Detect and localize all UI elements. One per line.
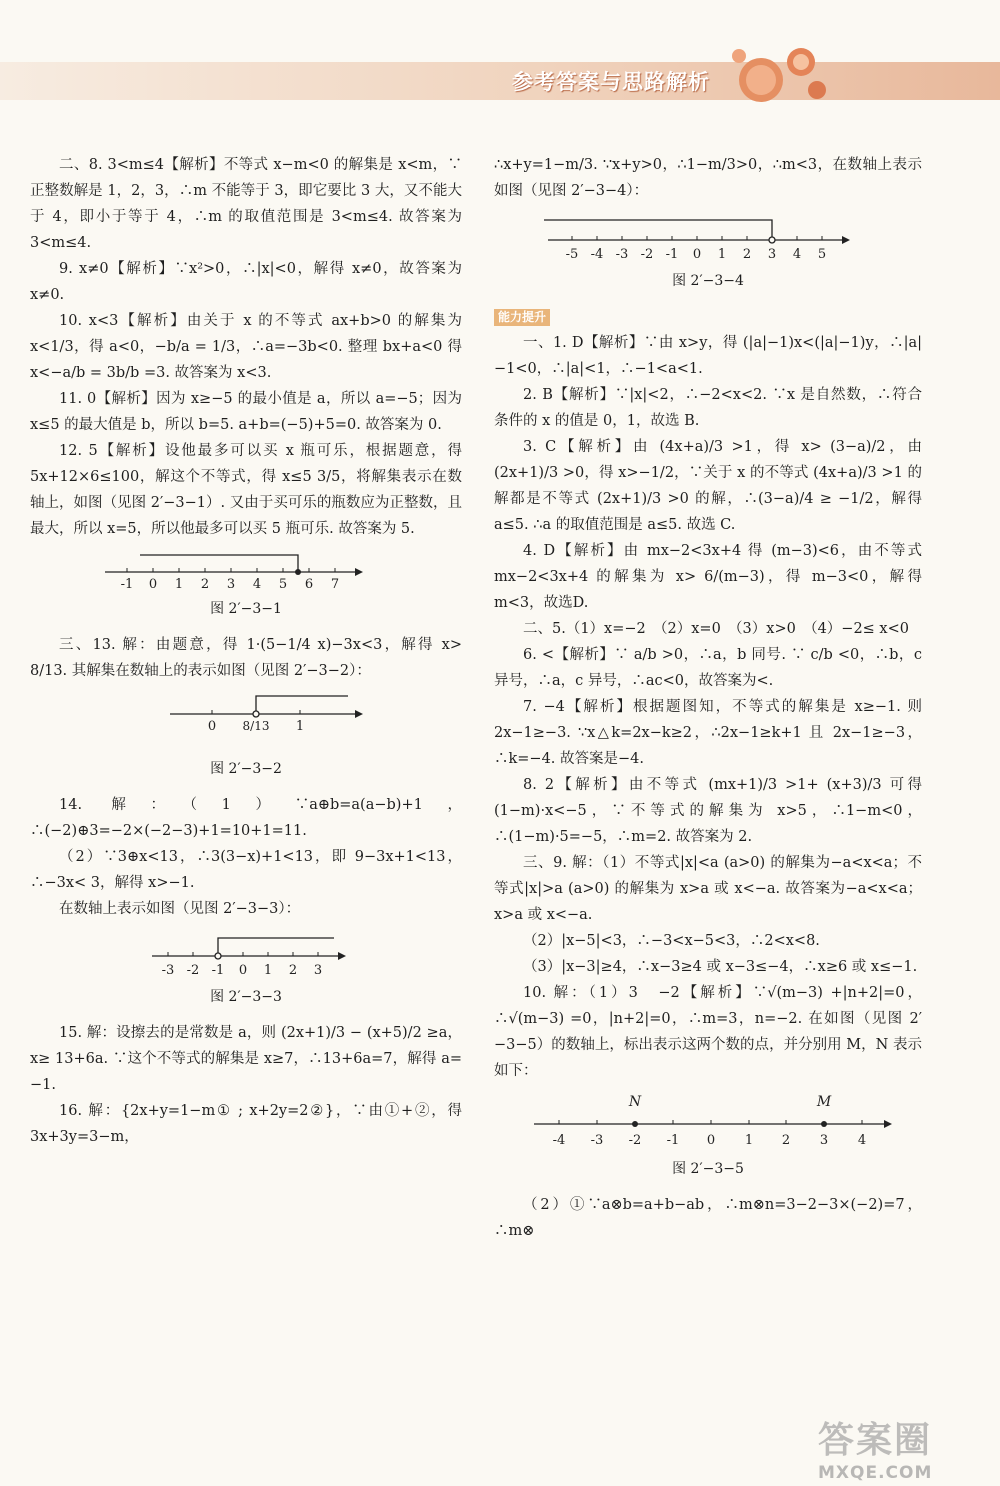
fig1-tick: 5 [278,577,288,590]
fig4-tick: 5 [817,247,827,262]
fig3-tick: -2 [186,963,200,978]
answer-r10-1: 10. 解：（1）3 −2【解析】∵√(m−3) +|n+2|=0，∴√(m−3) =0，|n+2|=0，∴m=3，n=−2. 在如图（见图 2′−3−5）的数轴上，标出表示这两个数的点，并分别用 M，N 表示如下： [494,985,922,1079]
left-column [30,152,462,1150]
answer-16-cont: ∴x+y=1−m/3. ∵x+y>0，∴1−m/3>0，∴m<3，在数轴上表示如图（见图 2′−3−4）： [494,157,922,199]
figure-caption: 图 2′−3−1 [210,601,282,617]
fig1-tick: 7 [330,577,340,590]
figure-caption: 图 2′−3−3 [210,989,282,1005]
right-column [494,152,922,1244]
point-n-label: N [628,1094,642,1110]
header-band [0,62,1000,100]
figure-2-3-3 [30,930,462,1010]
fig3-tick: 0 [238,963,248,978]
fig4-tick: 4 [792,247,802,262]
fig1-tick: 6 [304,577,314,590]
fig4-tick: 2 [742,247,752,262]
fig4-tick: -5 [565,247,579,262]
fig3-tick: 2 [288,963,298,978]
figure-caption: 图 2′−3−5 [672,1161,744,1177]
fig2-tick: 8/13 [242,719,270,733]
figure-caption: 图 2′−3−2 [210,761,282,777]
watermark [818,1412,978,1482]
fig3-tick: -3 [161,963,175,978]
figure-2-3-5 [494,1092,922,1182]
fig4-tick: 1 [717,247,727,262]
answer-14-1: 14. 解：（1）∵a⊕b=a(a−b)+1，∴(−2)⊕3=−2×(−2−3)+1=10+1=11. [30,797,462,839]
fig5-tick: 2 [781,1133,791,1148]
point-m-label: M [816,1094,832,1110]
answer-r6: 6. <【解析】∵ a/b >0，∴a，b 同号. ∵ c/b <0，∴b，c 异号，∴a，c 异号，∴ac<0，故答案为<. [494,647,922,689]
answer-11: 11. 0【解析】因为 x≥−5 的最小值是 a，所以 a=−5；因为 x≤5 的最大值是 b，所以 b=5. a+b=(−5)+5=0. 故答案为 0. [30,391,462,433]
answer-r9-2: （2）|x−5|<3，∴−3<x−5<3，∴2<x<8. [523,933,820,949]
answer-15: 15. 解：设擦去的是常数是 a，则 (2x+1)/3 − (x+5)/2 ≥a，x≥ 13+6a. ∵这个不等式的解集是 x≥7，∴13+6a=7，解得 a= −1. [30,1025,462,1093]
answer-9: 9. x≠0【解析】∵x²>0，∴|x|<0，解得 x≠0，故答案为 x≠0. [30,261,462,303]
answer-r4: 4. D【解析】由 mx−2<3x+4 得 (m−3)<6，由不等式 mx−2<3x+4 的解集为 x> 6/(m−3)，得 m−3<0，解得 m<3，故选D. [494,543,922,611]
answer-r10-2: （2）①∵a⊗b=a+b−ab，∴m⊗n=3−2−3×(−2)=7，∴m⊗ [494,1197,922,1239]
watermark-bottom: MXQE.COM [818,1463,933,1483]
section-heading-wrap [494,304,922,330]
figure-2-3-1 [30,550,462,622]
answer-14-2: （2）∵3⊕x<13，∴3(3−x)+1<13，即 9−3x+1<13，∴−3x< 3，解得 x>−1. [30,849,462,891]
fig1-tick: 2 [200,577,210,590]
answer-12: 12. 5【解析】设他最多可以买 x 瓶可乐，根据题意，得 5x+12×6≤100，解这个不等式，得 x≤5 3/5，将解集表示在数轴上，如图（见图 2′−3−1）. 又由于买可乐的瓶数应为正整数，且最大，所以 x=5，所以他最多可以买 5 瓶可乐. 故答案为 5. [30,443,462,537]
fig4-tick: 0 [692,247,702,262]
fig1-tick: 1 [174,577,184,590]
answer-14-3: 在数轴上表示如图（见图 2′−3−3）： [59,901,301,917]
fig4-tick: -2 [640,247,654,262]
fig5-tick: 1 [744,1133,754,1148]
fig5-tick: 3 [819,1133,829,1148]
decoration-balls-icon [725,40,835,110]
answer-r8: 8. 2【解析】由不等式 (mx+1)/3 >1+ (x+3)/3 可得 (1−m)·x<−5，∵不等式的解集为 x>5，∴1−m<0，∴(1−m)·5=−5，∴m=2. 故答案为 2. [494,777,922,845]
fig1-tick: 0 [148,577,158,590]
fig1-tick: 3 [226,577,236,590]
fig1-tick: -1 [120,577,134,590]
answer-r2: 2. B【解析】∵|x|<2，∴−2<x<2. ∵x 是自然数，∴符合条件的 x 的值是 0，1，故选 B. [494,387,922,429]
answer-r3: 3. C【解析】由 (4x+a)/3 >1，得 x> (3−a)/2，由 (2x+1)/3 >0，得 x>−1/2，∵关于 x 的不等式 (4x+a)/3 >1 的解都是不等式 (2x+1)/3 >0 的解，∴(3−a)/4 ≥ −1/2，解得 a≤5. ∴a 的取值范围是 a≤5. 故选 C. [494,439,922,533]
answer-r5: 二、5.（1）x=−2 （2）x=0 （3）x>0 （4）−2≤ x<0 [523,621,909,637]
answer-10: 10. x<3【解析】由关于 x 的不等式 ax+b>0 的解集为 x<1/3，得 a<0，−b/a = 1/3，∴a=−3b<0. 整理 bx+a<0 得 x<−a/b = 3b/b =3. 故答案为 x<3. [30,313,462,381]
fig5-tick: -3 [590,1133,604,1148]
fig5-tick: 0 [706,1133,716,1148]
fig5-tick: -1 [666,1133,680,1148]
fig4-tick: 3 [767,247,777,262]
fig5-tick: 4 [857,1133,867,1148]
fig4-tick: -4 [590,247,604,262]
figure-2-3-4 [494,212,922,294]
answer-r1: 一、1. D【解析】∵由 x>y，得 (|a|−1)x<(|a|−1)y，∴|a|−1<0，∴|a|<1，∴−1<a<1. [494,335,922,377]
fig3-tick: 3 [313,963,323,978]
fig4-tick: -3 [615,247,629,262]
fig5-tick: -2 [628,1133,642,1148]
figure-2-3-2 [30,692,462,782]
answer-16: 16. 解：{2x+y=1−m① ; x+2y=2②}，∵由①+②，得 3x+3y=3−m， [30,1103,462,1145]
answer-8: 二、8. 3<m≤4【解析】不等式 x−m<0 的解集是 x<m，∵正整数解是 1，2，3，∴m 不能等于 3，即它要比 3 大，又不能大于 4，即小于等于 4，∴m 的取值范围是 3<m≤4. 故答案为 3<m≤4. [30,157,462,251]
figure-caption: 图 2′−3−4 [672,273,744,289]
fig1-tick: 4 [252,577,262,590]
watermark-top: 答案圈 [818,1420,933,1461]
answer-r9-1: 三、9. 解：（1）不等式|x|<a (a>0) 的解集为−a<x<a；不等式|x|>a (a>0) 的解集为 x>a 或 x<−a. 故答案为−a<x<a；x>a 或 x<−a. [494,855,922,923]
answer-13: 三、13. 解：由题意，得 1·(5−1/4 x)−3x<3，解得 x> 8/13. 其解集在数轴上的表示如图（见图 2′−3−2）： [30,637,462,679]
answer-r9-3: （3）|x−3|≥4，∴x−3≥4 或 x−3≤−4，∴x≥6 或 x≤−1. [523,959,918,975]
fig2-tick: 1 [295,719,305,734]
fig4-tick: -1 [665,247,679,262]
section-heading: 能力提升 [494,309,550,326]
answer-r7: 7. −4【解析】根据题图知，不等式的解集是 x≥−1. 则 2x−1≥−3. ∵x△k=2x−k≥2，∴2x−1≥k+1 且 2x−1≥−3，∴k=−4. 故答案是−4. [494,699,922,767]
page-title: 参考答案与思路解析 [512,70,710,94]
fig5-tick: -4 [552,1133,566,1148]
fig2-tick: 0 [207,719,217,734]
fig3-tick: 1 [263,963,273,978]
fig3-tick: -1 [211,963,225,978]
